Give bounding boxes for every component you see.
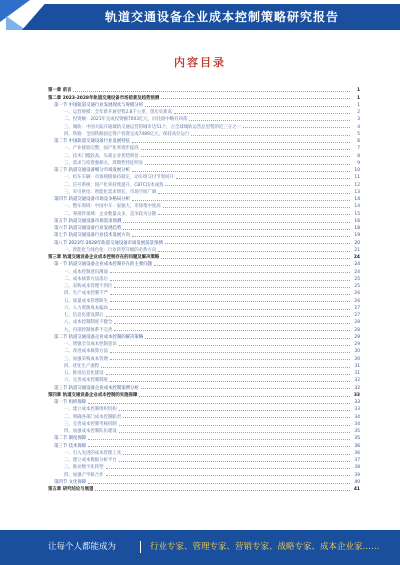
toc-page-number: 4 — [357, 124, 360, 130]
toc-page-number: 33 — [354, 407, 360, 413]
toc-leader-dots — [110, 294, 350, 295]
toc-entry[interactable] — [48, 412, 360, 419]
toc-entry-label: 一、成本控制意识薄弱 — [64, 269, 108, 275]
toc-page-number: 1 — [357, 102, 360, 108]
toc-entry-label: 二、信号系统：国产化率持续提升，CBTC技术成熟 — [64, 182, 164, 188]
toc-leader-dots — [101, 367, 350, 368]
toc-leader-dots — [123, 229, 350, 230]
toc-entry-label: 第二节 制度保障 — [54, 436, 87, 442]
toc-leader-dots — [165, 243, 350, 244]
toc-entry-label: 第三章 轨道交通设备企业成本控制存在的问题及解决策略 — [48, 255, 160, 260]
toc-entry-label: 一、智能化与绿色化：行业转型升级的必然方向 — [64, 247, 157, 253]
toc-entry-label: 二、改进成本核算方法 — [64, 349, 108, 355]
toc-page-number: 14 — [354, 204, 360, 210]
toc-page-number: 19 — [354, 233, 360, 239]
toc-page-number: 25 — [354, 276, 360, 282]
toc-entry-label: 五、质量成本管理缺失 — [64, 298, 108, 304]
toc-leader-dots — [141, 149, 350, 150]
toc-entry-label: 二、明确各部门成本控制职责 — [64, 414, 122, 420]
toc-entry-label: 一、产业链较完整，国产化率逐步提高 — [64, 146, 139, 152]
toc-entry[interactable] — [48, 311, 360, 318]
toc-entry[interactable] — [48, 340, 360, 347]
footer-banner — [0, 530, 400, 565]
toc-heading: 内容目录 — [174, 56, 226, 69]
toc-entry-label: 二、零部件领域：企业数量众多，竞争较为分散 — [64, 211, 157, 217]
toc-page-number: 25 — [354, 284, 360, 289]
toc-page-number: 28 — [354, 327, 360, 333]
toc-entry[interactable] — [48, 115, 360, 122]
toc-leader-dots — [119, 345, 350, 346]
toc-entry[interactable] — [48, 304, 360, 311]
toc-entry[interactable] — [48, 180, 360, 187]
toc-page-number: 1 — [356, 95, 360, 101]
toc-page-number: 34 — [354, 414, 360, 420]
toc-leader-dots — [73, 91, 350, 92]
toc-page-number: 5 — [357, 131, 360, 137]
toc-leader-dots — [145, 164, 350, 165]
toc-entry[interactable] — [48, 238, 360, 245]
toc-entry-label: 一、引入先进的成本管理工具 — [64, 450, 122, 456]
toc-entry[interactable] — [48, 325, 360, 332]
toc-entry[interactable] — [48, 463, 360, 470]
toc-leader-dots — [123, 454, 350, 455]
toc-entry[interactable] — [48, 282, 360, 289]
toc-leader-dots — [110, 280, 350, 281]
toc-entry[interactable] — [48, 485, 360, 492]
toc-entry[interactable] — [48, 376, 360, 383]
toc-page-number: 40 — [354, 479, 360, 485]
toc-page-number: 39 — [354, 472, 360, 478]
toc-entry[interactable] — [48, 478, 360, 485]
toc-entry-label: 一、机车车辆：市场规模保持稳定，动车组交付节奏回升 — [64, 175, 174, 181]
toc-entry-label: 第六节 轨道交通设备行业发展趋势 — [54, 226, 122, 231]
toc-entry-label: 八、成本控制制度不健全 — [64, 320, 113, 326]
toc-leader-dots — [114, 330, 350, 331]
toc-page-number: 24 — [353, 255, 360, 260]
toc-entry-label: 二、投资额：2021年完成投资额7003亿元，同比稳中略有回落 — [64, 117, 188, 123]
toc-page-number: 32 — [354, 378, 360, 384]
toc-entry[interactable] — [48, 188, 360, 195]
toc-leader-dots — [132, 236, 350, 237]
toc-entry[interactable] — [48, 173, 360, 180]
toc-entry-label: 四、加强成本控制队伍建设 — [64, 429, 117, 434]
toc-entry[interactable] — [48, 246, 360, 253]
toc-entry[interactable] — [48, 434, 360, 441]
toc-page-number: 14 — [354, 197, 360, 202]
toc-leader-dots — [189, 120, 350, 121]
table-of-contents — [48, 86, 360, 526]
toc-entry[interactable] — [48, 347, 360, 354]
toc-leader-dots — [119, 461, 350, 462]
toc-entry-label: 三、牵引供电：智能化需求增长，市场空间广阔 — [64, 189, 157, 195]
toc-entry[interactable] — [48, 362, 360, 369]
toc-entry[interactable] — [48, 86, 360, 93]
toc-leader-dots — [141, 156, 350, 157]
toc-page-number: 27 — [354, 305, 360, 311]
toc-entry[interactable] — [48, 296, 360, 303]
toc-entry-label: 三、需求与投资强相关，周期性特征明显 — [64, 160, 144, 166]
toc-leader-dots — [158, 251, 350, 252]
toc-entry-label: 三、推动数字化转型 — [64, 465, 104, 471]
toc-entry-label: 一、整车领域：中国中车一家独大，市场集中度高 — [64, 204, 161, 210]
toc-entry-label: 二、成本核算方法落后 — [64, 276, 108, 282]
toc-entry-label: 第二节 中国轨道交通设备行业发展特征 — [54, 139, 131, 144]
toc-leader-dots — [106, 316, 350, 317]
toc-entry[interactable] — [48, 383, 360, 390]
toc-entry[interactable] — [48, 202, 360, 209]
toc-entry[interactable] — [48, 289, 360, 296]
toc-entry[interactable] — [48, 209, 360, 216]
toc-entry-label: 六、完善成本控制制度 — [64, 378, 108, 384]
toc-leader-dots — [88, 439, 350, 440]
toc-entry-label: 三、城轨：中国大陆开通城轨交通运营的城市达51个，占全球城轨运营总里程的近三分之一 — [64, 124, 241, 130]
toc-page-number: 24 — [354, 262, 360, 268]
toc-page-number: 34 — [354, 421, 360, 427]
toc-leader-dots — [243, 127, 350, 128]
toc-entry-label: 第一章 前言 — [48, 88, 72, 94]
toc-leader-dots — [191, 135, 350, 136]
toc-entry-label: 一、运营规模：全年新开通里程2.8千公里，创历史新高 — [64, 110, 172, 115]
toc-entry-label: 第四章 轨道交通设备企业成本控制的实施保障 — [48, 392, 138, 398]
toc-entry[interactable] — [48, 108, 360, 115]
toc-entry[interactable] — [48, 470, 360, 477]
toc-entry-label: 五、推进信息化建设 — [64, 371, 104, 376]
toc-leader-dots — [110, 309, 350, 310]
toc-entry[interactable] — [48, 217, 360, 224]
toc-entry-label: 第二节 轨道交通设备企业成本控制的解决策略 — [54, 334, 144, 340]
toc-entry-label: 第五节 轨道交通设备市场需求预测 — [54, 218, 122, 224]
toc-entry[interactable] — [48, 449, 360, 456]
toc-entry-label: 一、增强全员成本控制意识 — [64, 342, 117, 347]
toc-entry[interactable] — [48, 318, 360, 325]
toc-page-number: 1 — [356, 88, 360, 94]
toc-leader-dots — [95, 490, 350, 491]
toc-entry[interactable] — [48, 456, 360, 463]
toc-entry-label: 第七节 轨道交通设备行业技术发展方向 — [54, 233, 131, 239]
toc-entry-label: 第四节 轨道交通设备市场竞争格局分析 — [54, 197, 131, 202]
toc-entry-label: 第二章 2023-2028年轨道交通设备市场前景及趋势预测 — [48, 95, 160, 101]
toc-entry-label: 第三节 轨道交通设备细分市场发展分析 — [54, 168, 131, 173]
toc-leader-dots — [88, 446, 350, 447]
toc-page-number: 27 — [354, 313, 360, 318]
toc-entry[interactable] — [48, 151, 360, 158]
toc-entry[interactable] — [48, 260, 360, 267]
toc-page-number: 6 — [357, 139, 360, 144]
toc-entry-label: 七、信息化建设滞后 — [64, 313, 104, 318]
toc-entry-label: 第五章 研究结论与展望 — [48, 487, 94, 492]
toc-entry[interactable] — [48, 354, 360, 361]
toc-leader-dots — [119, 425, 350, 426]
toc-page-number: 33 — [353, 392, 360, 398]
toc-page-number: 26 — [354, 291, 360, 297]
toc-leader-dots — [119, 410, 350, 411]
toc-leader-dots — [139, 396, 350, 397]
toc-leader-dots — [110, 381, 350, 382]
toc-entry[interactable] — [48, 253, 360, 260]
toc-entry[interactable] — [48, 93, 360, 100]
toc-page-number: 20 — [354, 240, 360, 246]
toc-leader-dots — [110, 359, 350, 360]
toc-entry[interactable] — [48, 166, 360, 173]
toc-page-number: 36 — [354, 443, 360, 449]
toc-page-number: 18 — [354, 226, 360, 231]
toc-page-number: 30 — [354, 356, 360, 362]
toc-leader-dots — [114, 323, 350, 324]
toc-entry-label: 四、加强产学研合作 — [64, 472, 104, 478]
toc-entry-label: 第四节 文化保障 — [54, 479, 87, 485]
toc-leader-dots — [132, 171, 350, 172]
toc-leader-dots — [132, 200, 350, 201]
toc-leader-dots — [88, 483, 350, 484]
toc-entry[interactable] — [48, 333, 360, 340]
toc-entry-label: 一、建立成本控制组织机构 — [64, 407, 117, 413]
toc-page-number: 26 — [354, 298, 360, 304]
toc-entry-label: 第一节 轨道交通设备企业成本控制存在的主要问题 — [54, 262, 152, 268]
toc-leader-dots — [110, 272, 350, 273]
toc-entry[interactable] — [48, 224, 360, 231]
toc-page-number: 41 — [353, 487, 360, 492]
toc-leader-dots — [119, 432, 350, 433]
toc-page-number: 9 — [357, 160, 360, 166]
toc-entry-label: 二、建立成本数据分析平台 — [64, 458, 117, 463]
toc-leader-dots — [132, 142, 350, 143]
toc-page-number: 2 — [357, 110, 360, 115]
decor-triangle-light — [6, 16, 26, 30]
toc-page-number: 29 — [354, 334, 360, 340]
report-title: 轨道交通设备企业成本控制策略研究报告 — [104, 10, 339, 24]
toc-page-number: 21 — [354, 247, 360, 253]
toc-entry-label: 六、人力资源成本偏高 — [64, 305, 108, 311]
toc-entry-label: 四、优化生产流程 — [64, 363, 100, 369]
toc-leader-dots — [154, 265, 350, 266]
toc-entry-label: 三、采购成本管理不到位 — [64, 284, 113, 289]
toc-page-number: 32 — [354, 385, 360, 391]
toc-leader-dots — [88, 403, 350, 404]
toc-page-number: 33 — [354, 400, 360, 405]
toc-leader-dots — [123, 222, 350, 223]
toc-leader-dots — [161, 98, 350, 99]
toc-leader-dots — [174, 113, 350, 114]
toc-page-number: 38 — [354, 465, 360, 471]
toc-entry-label: 第一节 中国轨道交通行业发展现状与规模分析 — [54, 102, 144, 108]
toc-entry[interactable] — [48, 101, 360, 108]
toc-page-number: 12 — [354, 182, 360, 188]
toc-leader-dots — [163, 207, 350, 208]
toc-entry-label: 二、技术门槛较高，头部企业优势明显 — [64, 153, 139, 159]
toc-page-number: 30 — [354, 349, 360, 355]
toc-entry[interactable] — [48, 159, 360, 166]
toc-entry[interactable] — [48, 231, 360, 238]
toc-page-number: 10 — [354, 168, 360, 173]
toc-entry[interactable] — [48, 267, 360, 274]
toc-entry[interactable] — [48, 130, 360, 137]
toc-page-number: 7 — [357, 146, 360, 152]
toc-leader-dots — [161, 258, 350, 259]
report-header — [0, 0, 400, 34]
footer-slogan: 让每个人都能成为 — [48, 542, 117, 552]
footer-tagline: 行业专家、管理专家、营销专家、战略专家、成本企业家…… — [150, 542, 380, 552]
toc-leader-dots — [106, 468, 350, 469]
toc-page-number: 15 — [354, 211, 360, 217]
toc-page-number: 16 — [354, 218, 360, 224]
toc-entry-label: 四、生产成本控制不严 — [64, 291, 108, 297]
toc-entry[interactable] — [48, 391, 360, 398]
toc-entry[interactable] — [48, 275, 360, 282]
toc-entry[interactable] — [48, 369, 360, 376]
toc-entry-label: 九、内部控制体系不完善 — [64, 327, 113, 333]
toc-entry[interactable] — [48, 441, 360, 448]
toc-leader-dots — [141, 388, 350, 389]
toc-page-number: 28 — [354, 320, 360, 326]
toc-entry[interactable] — [48, 420, 360, 427]
toc-leader-dots — [158, 214, 350, 215]
toc-leader-dots — [176, 178, 350, 179]
toc-leader-dots — [145, 106, 350, 107]
toc-leader-dots — [123, 417, 350, 418]
toc-leader-dots — [106, 475, 350, 476]
toc-leader-dots — [110, 301, 350, 302]
toc-leader-dots — [145, 338, 350, 339]
toc-entry[interactable] — [48, 427, 360, 434]
toc-leader-dots — [165, 185, 350, 186]
toc-entry-label: 第八节 2023年-2028年轨道交通设备市场发展前景预测 — [54, 240, 163, 246]
toc-entry[interactable] — [48, 398, 360, 405]
toc-entry[interactable] — [48, 405, 360, 412]
toc-entry-label: 第一节 组织保障 — [54, 400, 87, 405]
toc-page-number: 35 — [354, 436, 360, 442]
toc-entry-label: 三、完善成本控制考核机制 — [64, 421, 117, 427]
toc-page-number: 29 — [354, 342, 360, 347]
toc-page-number: 35 — [354, 429, 360, 434]
toc-leader-dots — [110, 352, 350, 353]
toc-page-number: 31 — [354, 371, 360, 376]
toc-entry-label: 第三节 轨道交通设备企业成本控制案例分析 — [54, 385, 139, 391]
toc-leader-dots — [158, 193, 350, 194]
toc-page-number: 3 — [357, 117, 360, 123]
toc-page-number: 24 — [354, 269, 360, 275]
toc-page-number: 36 — [354, 450, 360, 456]
toc-leader-dots — [114, 287, 350, 288]
toc-entry-label: 四、铁路：全国铁路固定资产投资完成7489亿元，保持高位运行 — [64, 131, 190, 137]
toc-page-number: 37 — [354, 458, 360, 463]
toc-page-number: 11 — [354, 175, 360, 181]
toc-page-number: 31 — [354, 363, 360, 369]
toc-entry[interactable] — [48, 195, 360, 202]
toc-page-number: 13 — [354, 189, 360, 195]
toc-entry[interactable] — [48, 144, 360, 151]
toc-entry[interactable] — [48, 122, 360, 129]
toc-entry-label: 三、加强采购成本管理 — [64, 356, 108, 362]
toc-entry[interactable] — [48, 137, 360, 144]
footer-divider — [140, 541, 141, 553]
toc-entry-label: 第三节 技术保障 — [54, 443, 87, 449]
toc-page-number: 8 — [357, 153, 360, 159]
toc-leader-dots — [106, 374, 350, 375]
